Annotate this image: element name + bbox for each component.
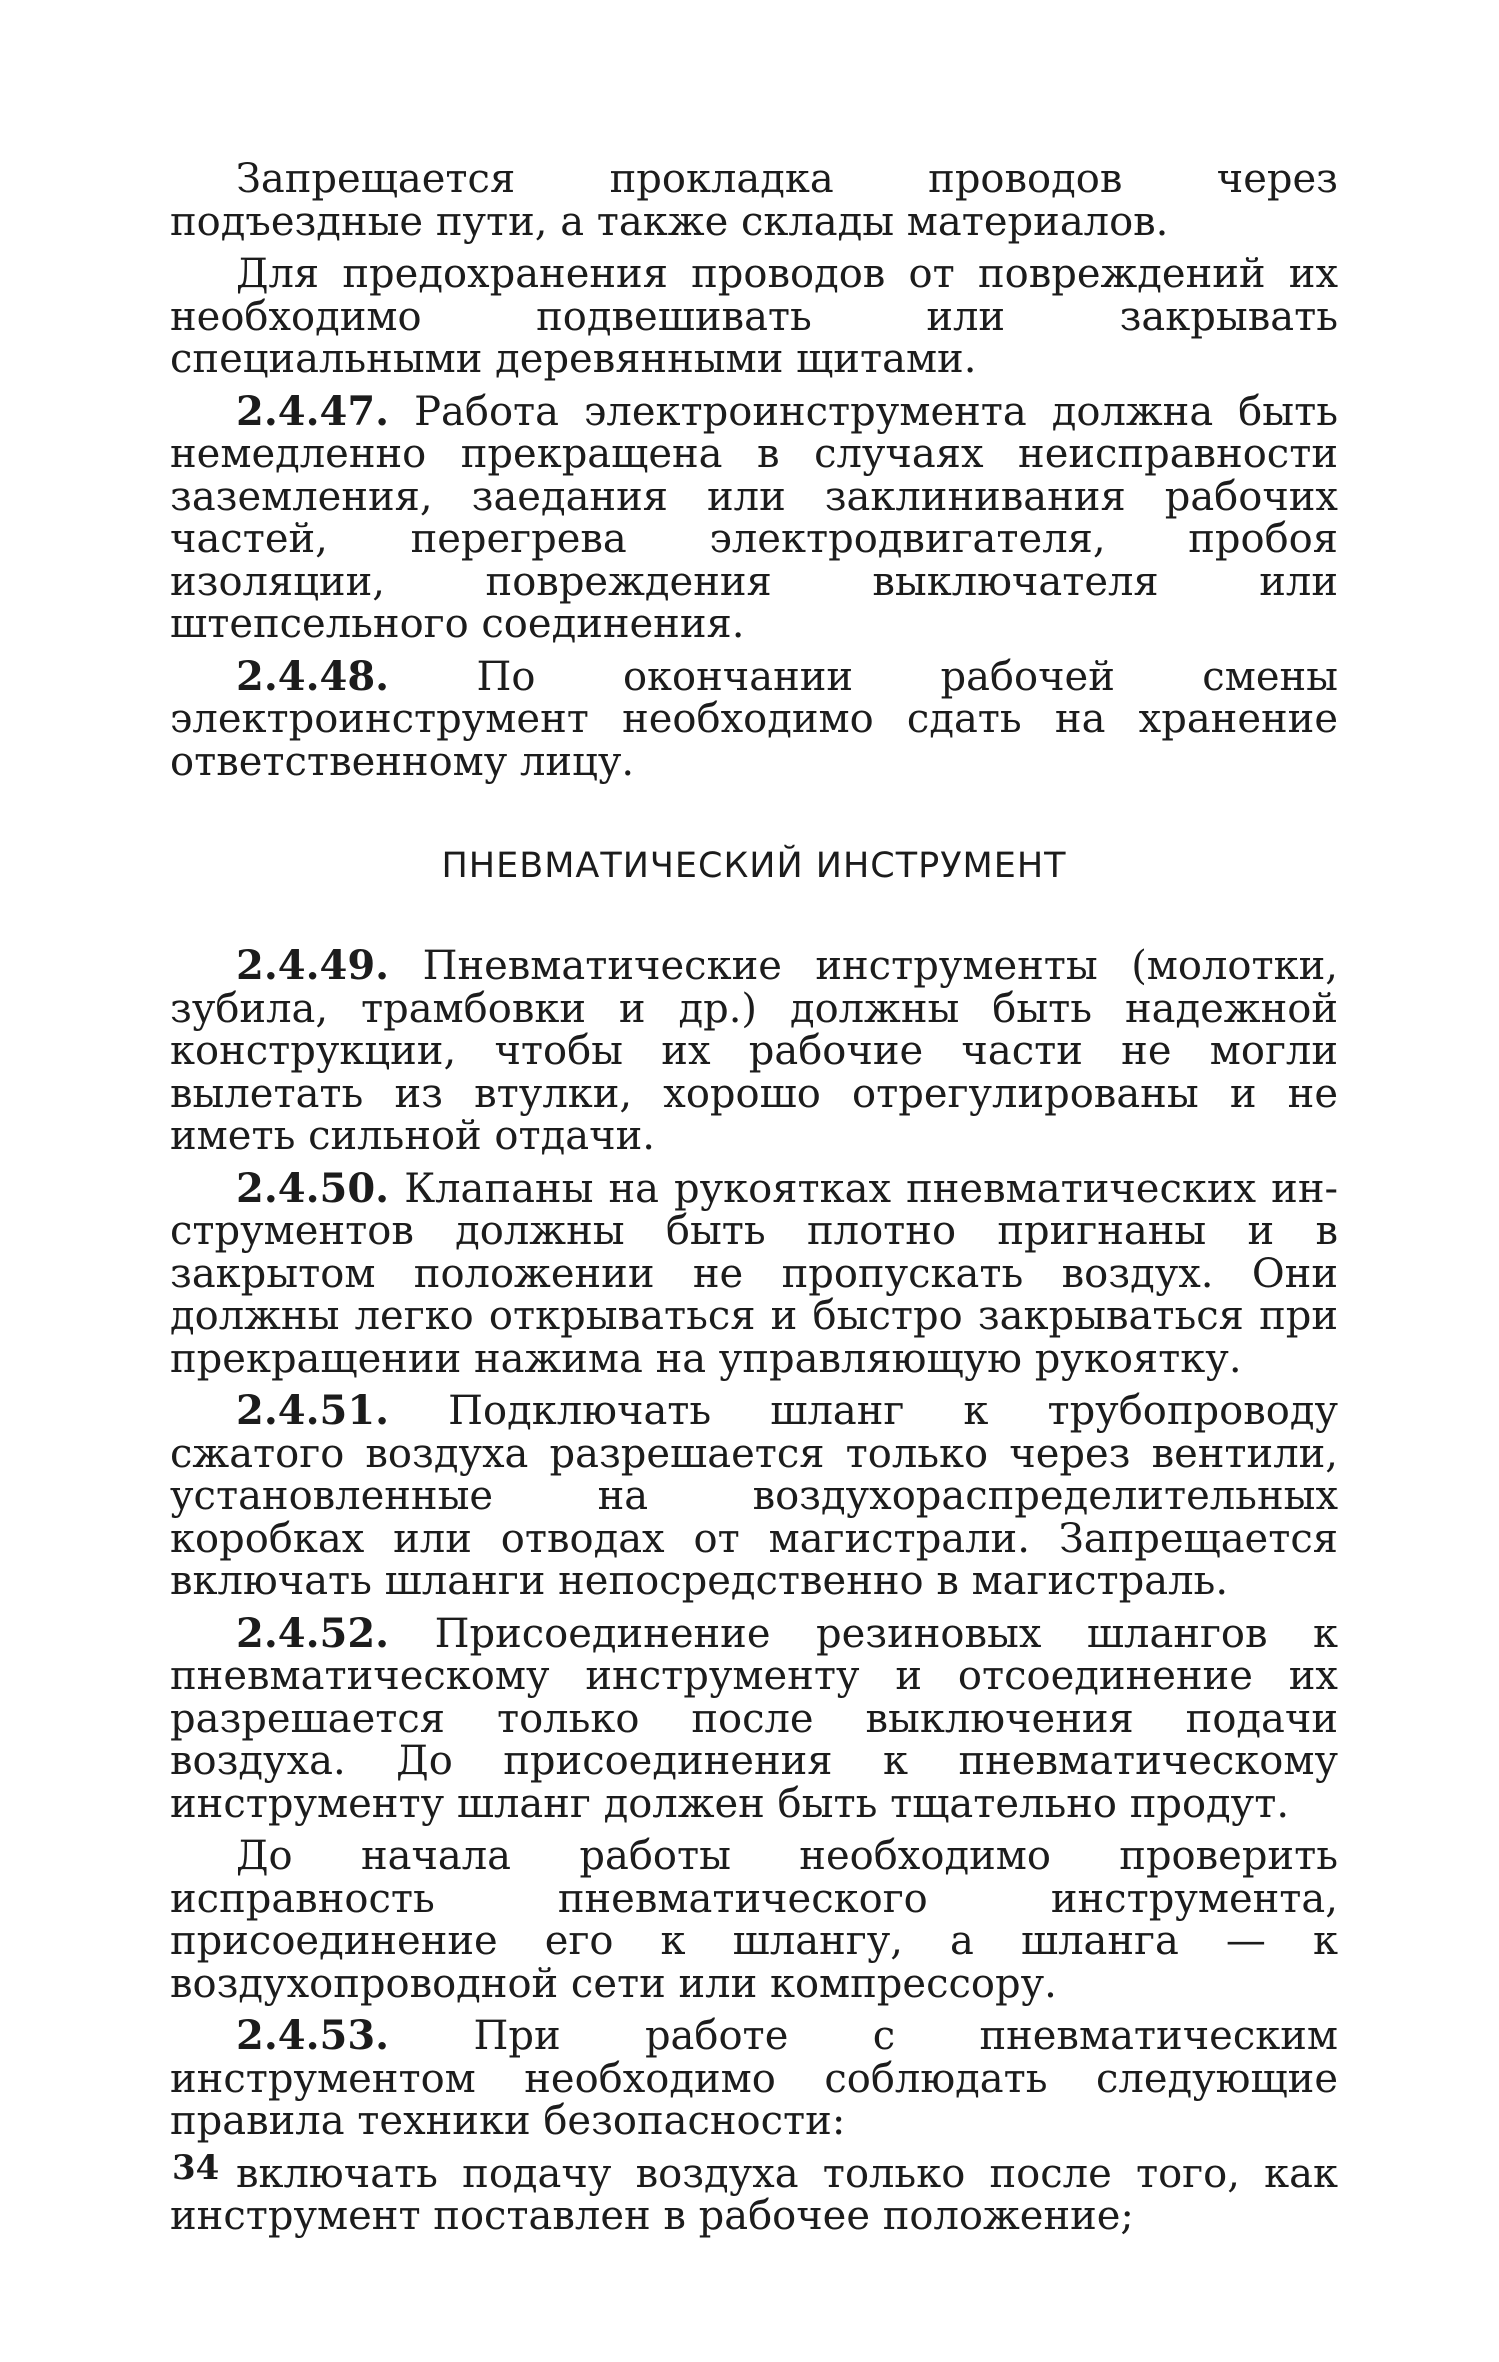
paragraph-text: Для предохранения проводов от повреждений их необходимо подвешивать или закрывать специальными деревянными щитами. — [170, 251, 1338, 382]
paragraph-text: Присоединение резиновых шлангов к пневматическому инструменту и отсоединение их разрешается только после выключения подачи воздуха. До присоединения к пневматическому инструменту шланг должен быть тщательно продут. — [170, 1610, 1339, 1827]
paragraph — [170, 253, 1338, 381]
paragraph — [170, 2012, 1338, 2144]
paragraph — [170, 942, 1338, 1159]
clause-number: 2.4.52. — [236, 1609, 390, 1657]
paragraph — [170, 1387, 1338, 1604]
paragraph — [170, 1835, 1338, 2005]
clause-number: 2.4.51. — [236, 1387, 390, 1434]
page-number: 34 — [172, 2148, 220, 2188]
paragraph-text: Запрещается прокладка проводов через подъездные пути, а также склады материалов. — [170, 156, 1338, 245]
clause-number: 2.4.47. — [236, 387, 390, 435]
section-heading: ПНЕВМАТИЧЕСКИЙ ИНСТРУМЕНТ — [441, 846, 1067, 886]
paragraph-text: включать подачу воздуха только после того, как инструмент поставлен в рабочее положение; — [170, 2150, 1338, 2239]
clause-number: 2.4.53. — [236, 2012, 390, 2059]
clause-number: 2.4.50. — [236, 1164, 390, 1212]
paragraph — [170, 2150, 1338, 2239]
clause-number: 2.4.48. — [236, 652, 390, 700]
paragraph — [170, 652, 1338, 785]
paragraph — [170, 1609, 1339, 1827]
paragraph — [170, 387, 1339, 647]
paragraph-text: До начала работы необходимо проверить исправность пневматического инструмента, присоединение его к шлангу, а шланга — к воздухопроводной сети или компрессору. — [170, 1833, 1338, 2007]
clause-number: 2.4.49. — [236, 942, 390, 989]
paragraph-text: Подключать шланг к трубопроводу сжатого воздуха разрешается только через вентили, установленные на воздухораспределительных коробках или отводах от магистрали. Запрещается включать шланги непосредственно в магистраль. — [170, 1388, 1338, 1604]
paragraph-text: При работе с пневматическим инструментом необходимо соблюдать следующие правила техники безопасности: — [170, 2013, 1338, 2144]
paragraph-text: Клапаны на рукоятках пневматических инструментов должны быть плотно пригнаны и в закрытом положении не пропускать воздух. Они должны легко открываться и быстро закрываться при прекращении нажима на управляющую рукоятку. — [170, 1165, 1339, 1382]
paragraph — [170, 158, 1338, 243]
paragraph-text: Работа электроинструмента должна быть немедленно прекращена в случаях неисправности заземления, заедания или заклинивания рабочих частей, перегрева электродвигателя, пробоя изоляции, повреждения выключателя или штепсельного соединения. — [170, 388, 1339, 647]
page-body — [170, 158, 1338, 2248]
paragraph — [170, 1164, 1339, 1382]
paragraph-text: По окончании рабочей смены электроинструмент необходимо сдать на хранение ответственному лицу. — [170, 653, 1338, 785]
paragraph-text: Пневматические инструменты (молотки, зубила, трамбовки и др.) должны быть надежной конструкции, чтобы их рабочие части не могли вылетать из втулки, хорошо отрегулированы и не иметь сильной отдачи. — [170, 943, 1338, 1159]
